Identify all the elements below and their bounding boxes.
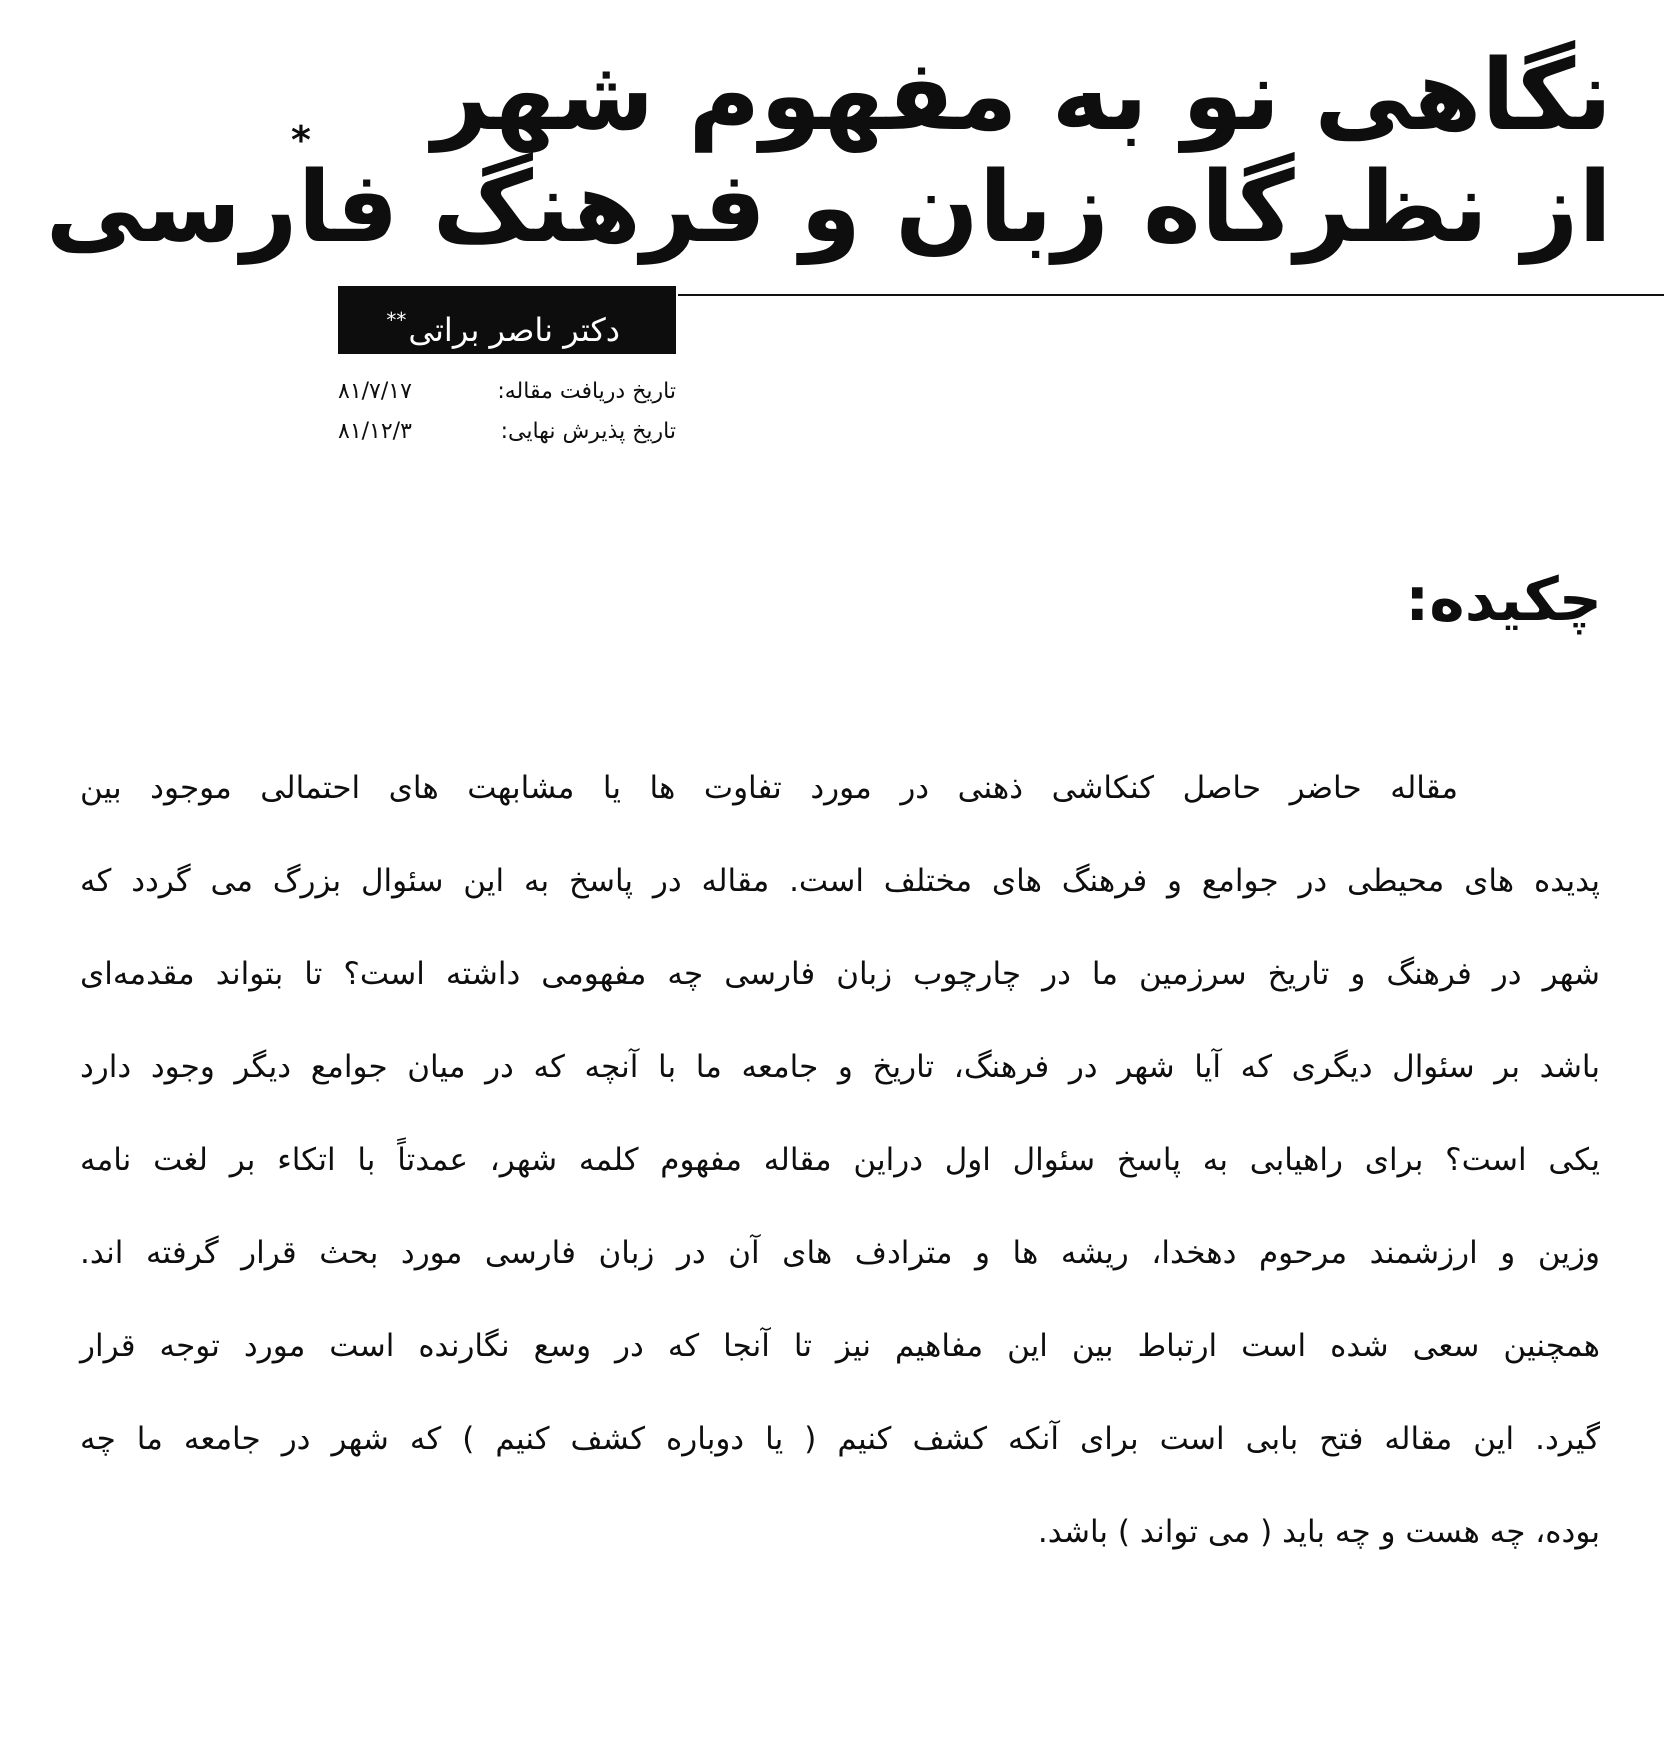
received-date-value: ۸۱/۷/۱۷	[338, 379, 412, 404]
abstract-line: پدیده های محیطی در جوامع و فرهنگ های مختلف است. مقاله در پاسخ به این سئوال بزرگ می گردد که	[80, 863, 1600, 899]
author-box	[338, 286, 676, 354]
received-date-label: تاریخ دریافت مقاله:	[497, 379, 676, 404]
author-name: دکتر ناصر براتی	[408, 311, 620, 349]
title-footnote-mark: *	[291, 118, 311, 162]
title-line-2: از نظرگاه زبان و فرهنگ فارسی	[45, 151, 1612, 265]
abstract-body	[80, 742, 1600, 1579]
accepted-date	[338, 412, 676, 452]
abstract-heading: چکیده:	[1405, 565, 1602, 635]
abstract-line: مقاله حاضر حاصل کنکاشی ذهنی در مورد تفاوت ها یا مشابهت های احتمالی موجود بین	[80, 770, 1458, 806]
abstract-line: همچنین سعی شده است ارتباط بین این مفاهیم نیز تا آنجا که در وسع نگارنده است مورد توجه قرار	[80, 1328, 1600, 1364]
abstract-line: وزین و ارزشمند مرحوم دهخدا، ریشه ها و مترادف های آن در زبان فارسی مورد بحث قرار گرفته اند.	[80, 1235, 1600, 1271]
abstract-line: باشد بر سئوال دیگری که آیا شهر در فرهنگ، تاریخ و جامعه ما با آنچه که در میان جوامع دیگر وجود دارد	[80, 1049, 1600, 1085]
title-line-1: نگاهی نو به مفهوم شهر	[432, 39, 1612, 153]
accepted-date-value: ۸۱/۱۲/۳	[338, 419, 412, 444]
abstract-line: بوده، چه هست و چه باید ( می تواند ) باشد.	[1037, 1514, 1600, 1550]
abstract-line: شهر در فرهنگ و تاریخ سرزمین ما در چارچوب زبان فارسی چه مفهومی داشته است؟ تا بتواند مقدمه‌ای	[80, 956, 1600, 992]
author-footnote-mark: **	[386, 308, 407, 332]
abstract-line: گیرد. این مقاله فتح بابی است برای آنکه کشف کنیم ( یا دوباره کشف کنیم ) که شهر در جامعه ما چه	[80, 1421, 1600, 1457]
title-divider	[678, 294, 1664, 296]
accepted-date-label: تاریخ پذیرش نهایی:	[500, 419, 676, 444]
article-title	[45, 39, 1612, 265]
article-dates	[338, 372, 676, 452]
received-date	[338, 372, 676, 412]
abstract-line: یکی است؟ برای راهیابی به پاسخ سئوال اول دراین مقاله مفهوم کلمه شهر، عمدتاً با اتکاء بر لغت نامه	[80, 1142, 1600, 1178]
